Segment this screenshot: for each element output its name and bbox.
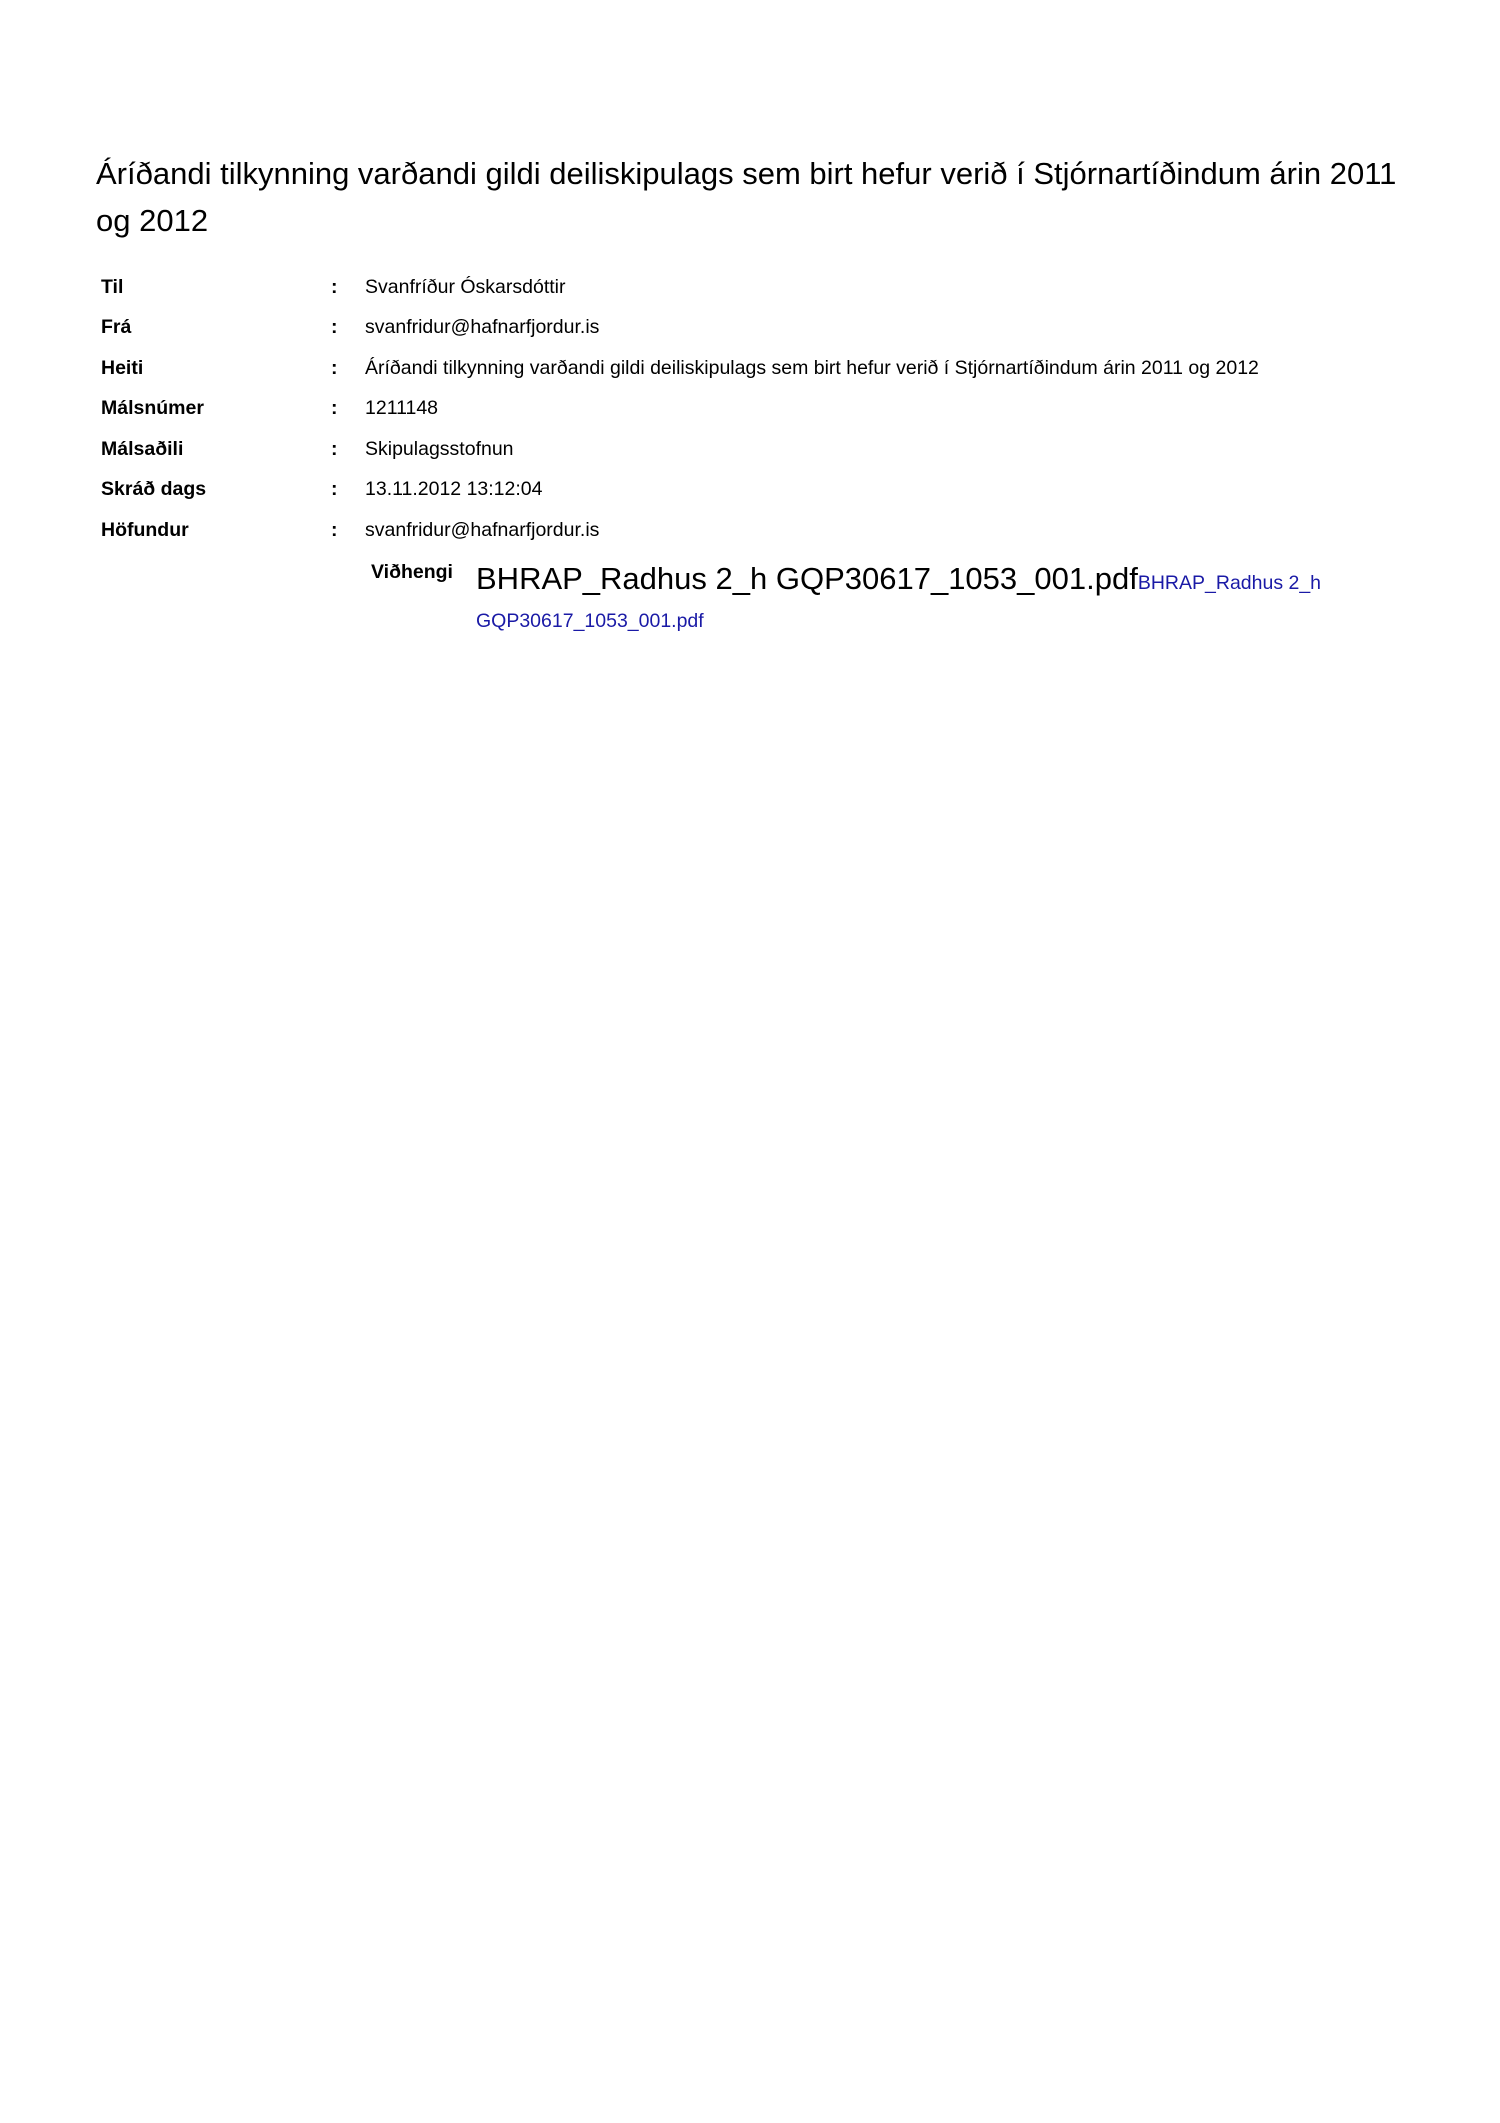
field-label: Málsaðili [101,437,184,460]
field-row-skrad-dags [101,470,1431,511]
field-label: Skráð dags [101,478,207,501]
field-label: Málsnúmer [101,397,204,420]
field-row-malsadili [101,429,1431,470]
attachment-body [476,555,1356,639]
field-row-heiti [101,348,1431,389]
field-separator: : [331,316,338,339]
field-row-fra [101,308,1431,349]
field-value: svanfridur@hafnarfjordur.is [365,518,600,541]
attachment-link[interactable]: BHRAP_Radhus 2_h GQP30617_1053_001.pdf [476,572,1322,632]
field-separator: : [331,518,338,541]
field-separator: : [331,397,338,420]
metadata-table [101,267,1431,551]
attachment-label: Viðhengi [371,561,453,583]
field-value: Skipulagsstofnun [365,437,514,460]
field-row-hofundur [101,510,1431,551]
field-row-malsnumer [101,389,1431,430]
document-title: Áríðandi tilkynning varðandi gildi deiliskipulags sem birt hefur verið í Stjórnartíðindum árin 2011 og 2012 [96,156,1397,238]
field-row-til [101,267,1431,308]
field-label: Höfundur [101,518,189,541]
field-label: Heiti [101,356,144,379]
attachment-file-name: BHRAP_Radhus 2_h GQP30617_1053_001.pdf [476,561,1138,596]
field-separator: : [331,356,338,379]
field-value: 1211148 [365,397,439,420]
field-separator: : [331,478,338,501]
field-label: Frá [101,316,132,339]
field-separator: : [331,275,338,298]
field-value: 13.11.2012 13:12:04 [365,478,543,501]
field-label: Til [101,275,124,298]
field-value: svanfridur@hafnarfjordur.is [365,316,600,339]
field-value: Svanfríður Óskarsdóttir [365,275,566,298]
field-value: Áríðandi tilkynning varðandi gildi deiliskipulags sem birt hefur verið í Stjórnartíðindum árin 2011 og 2012 [365,356,1259,379]
field-separator: : [331,437,338,460]
